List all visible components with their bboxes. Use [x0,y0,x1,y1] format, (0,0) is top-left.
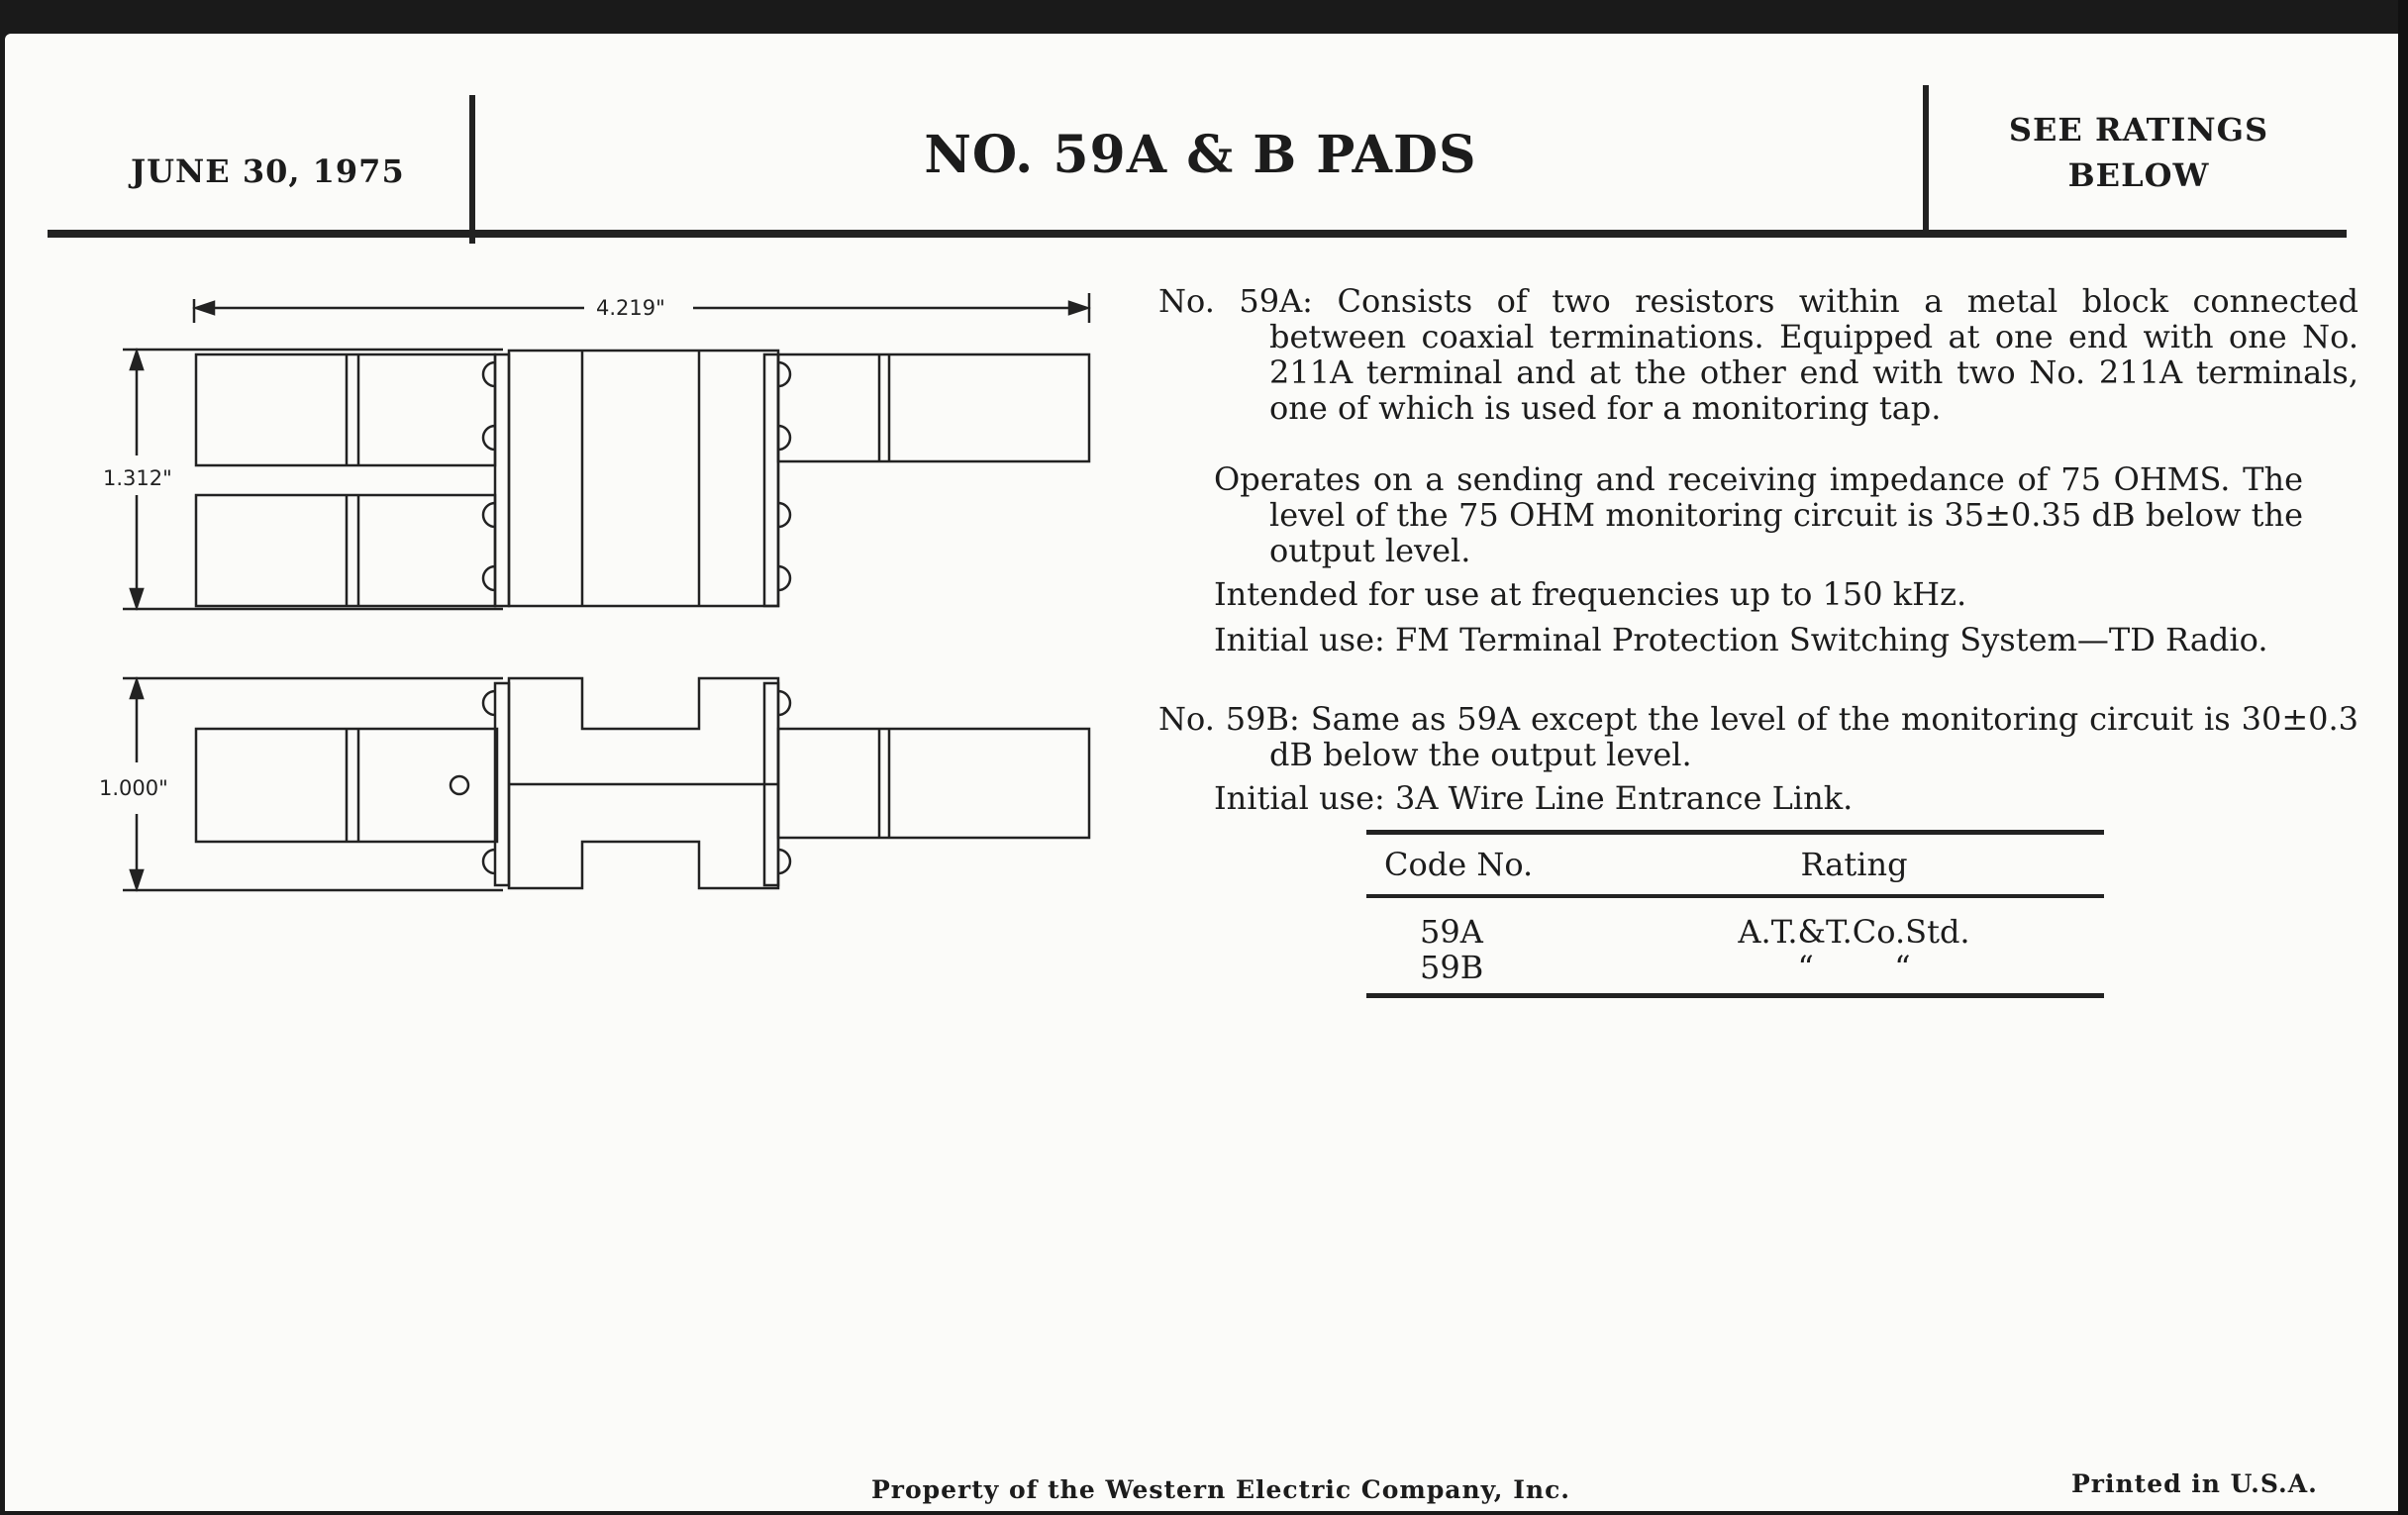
footer-printed: Printed in U.S.A. [2071,1469,2318,1498]
col-code-header: Code No. [1384,846,1534,883]
para-59a [1158,283,2358,426]
ratings-line-1: SEE RATINGS [2008,111,2269,149]
page-title: NO. 59A & B PADS [924,125,1477,185]
table-bottom-rule [1366,993,2104,998]
para-frequency: Intended for use at frequencies up to 150 kHz. [1214,575,1967,613]
ratings-line-2: BELOW [2067,156,2210,194]
dim-length-label: 4.219" [596,296,665,320]
row-rating: A.T.&T.Co.Std. [1738,913,1970,951]
table-row [1366,950,2104,985]
para-59a-text: Consists of two resistors within a metal block connected between coaxial terminations. Equipped at one end with one No. 211A terminal and at the other end with two No. 211A terminals, one of which is used for a monitoring tap. [1269,282,2359,427]
para-59b [1158,701,2358,772]
row-code: 59B [1420,949,1484,986]
dim-height-bottom-label: 1.000" [99,776,168,800]
col-rating-header: Rating [1800,846,1908,883]
para-initial-use-59b: Initial use: 3A Wire Line Entrance Link. [1214,779,1854,817]
header-date: JUNE 30, 1975 [131,152,405,190]
para-initial-use-59a: Initial use: FM Terminal Protection Switching System—TD Radio. [1214,621,2268,658]
table-body [1366,898,2104,993]
para-59b-text: Same as 59A except the level of the monitoring circuit is 30±0.3 dB below the output level. [1269,700,2359,773]
para-59b-lead: No. 59B: [1158,700,1300,738]
table-header [1366,835,2104,894]
row-rating: “ “ [1797,949,1911,986]
para-impedance: Operates on a sending and receiving impedance of 75 OHMS. The level of the 75 OHM monitoring circuit is 35±0.35 dB below the output level. [1214,460,2303,569]
dim-height-top-label: 1.312" [103,466,172,490]
footer-property: Property of the Western Electric Company, Inc. [871,1475,1571,1504]
ratings-table [1366,830,2104,998]
para-59a-lead: No. 59A: [1158,282,1313,320]
table-row [1366,914,2104,950]
row-code: 59A [1420,913,1483,951]
